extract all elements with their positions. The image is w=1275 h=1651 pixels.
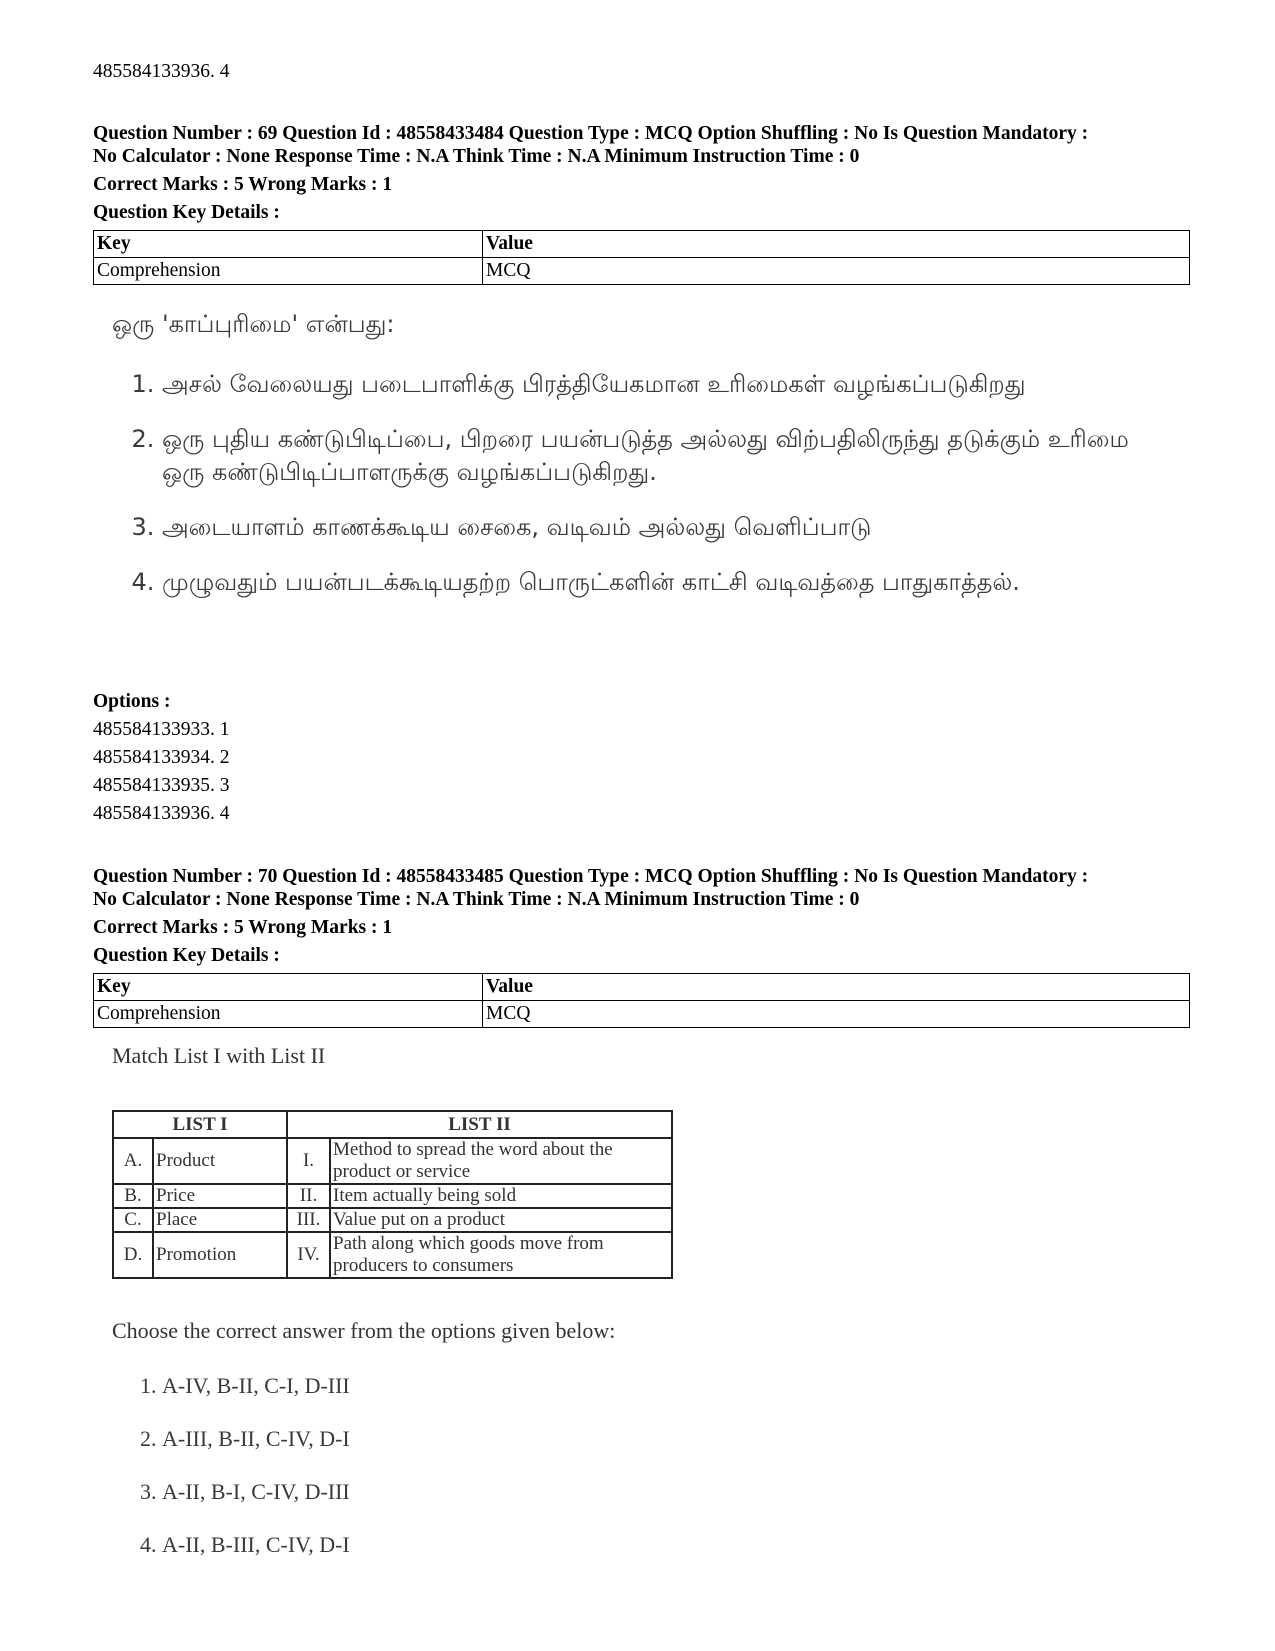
q70-marks: Correct Marks : 5 Wrong Marks : 1	[93, 917, 393, 938]
q69-choice-4: 4. முழுவதும் பயன்படக்கூடியதற்ற பொருட்களின் காட்சி வடிவத்தை பாதுகாத்தல்.	[162, 566, 1162, 599]
table-row	[113, 1184, 672, 1208]
table-row	[113, 1232, 672, 1278]
q70-question-stem: Match List I with List II	[112, 1043, 326, 1068]
q69-key-details-label: Question Key Details :	[93, 202, 280, 223]
list-i-letter: C.	[113, 1208, 153, 1232]
list-ii-numeral: IV.	[287, 1232, 330, 1278]
key-header: Key	[94, 974, 483, 1001]
q70-choice-3: 3. A-II, B-I, C-IV, D-III	[162, 1478, 350, 1506]
q69-meta-line2: No Calculator : None Response Time : N.A Think Time : N.A Minimum Instruction Time : 0	[93, 146, 860, 167]
q69-marks: Correct Marks : 5 Wrong Marks : 1	[93, 174, 393, 195]
list-ii-description: Path along which goods move from producers to consumers	[330, 1232, 672, 1278]
value-header: Value	[483, 974, 1190, 1001]
list-ii-description: Method to spread the word about the product or service	[330, 1138, 672, 1184]
table-header-row	[94, 974, 1190, 1001]
match-list-table	[112, 1110, 673, 1279]
q69-meta-line1: Question Number : 69 Question Id : 48558433484 Question Type : MCQ Option Shuffling : No Is Question Mandatory :	[93, 123, 1089, 144]
q69-choice-list	[112, 368, 1162, 621]
list-i-letter: D.	[113, 1232, 153, 1278]
list-i-letter: B.	[113, 1184, 153, 1208]
table-header-row	[94, 231, 1190, 258]
key-cell: Comprehension	[94, 258, 483, 285]
q70-meta-line2: No Calculator : None Response Time : N.A Think Time : N.A Minimum Instruction Time : 0	[93, 889, 860, 910]
q69-question-stem: ஒரு 'காப்புரிமை' என்பது:	[112, 310, 395, 338]
q69-option-4: 485584133936. 4	[93, 803, 230, 824]
value-cell: MCQ	[483, 1001, 1190, 1028]
value-cell: MCQ	[483, 258, 1190, 285]
q69-option-3: 485584133935. 3	[93, 775, 230, 796]
match-table-header-row	[113, 1111, 672, 1138]
list-i-item: Place	[153, 1208, 287, 1232]
list-i-item: Promotion	[153, 1232, 287, 1278]
list-i-item: Price	[153, 1184, 287, 1208]
q70-meta-line1: Question Number : 70 Question Id : 48558433485 Question Type : MCQ Option Shuffling : No Is Question Mandatory :	[93, 866, 1089, 887]
q70-choice-4: 4. A-II, B-III, C-IV, D-I	[162, 1531, 350, 1559]
q70-choice-list	[112, 1372, 350, 1584]
list-ii-numeral: I.	[287, 1138, 330, 1184]
value-header: Value	[483, 231, 1190, 258]
table-row	[113, 1208, 672, 1232]
list-i-item: Product	[153, 1138, 287, 1184]
previous-option-line: 485584133936. 4	[93, 61, 230, 82]
key-cell: Comprehension	[94, 1001, 483, 1028]
list-ii-description: Item actually being sold	[330, 1184, 672, 1208]
list-ii-numeral: III.	[287, 1208, 330, 1232]
list-i-header: LIST I	[113, 1111, 287, 1138]
q70-choice-2: 2. A-III, B-II, C-IV, D-I	[162, 1425, 350, 1453]
q70-key-details-table	[93, 973, 1190, 1028]
key-header: Key	[94, 231, 483, 258]
list-i-letter: A.	[113, 1138, 153, 1184]
table-row	[94, 258, 1190, 285]
q69-option-1: 485584133933. 1	[93, 719, 230, 740]
q69-options-label: Options :	[93, 691, 171, 712]
q70-key-details-label: Question Key Details :	[93, 945, 280, 966]
q70-choice-1: 1. A-IV, B-II, C-I, D-III	[162, 1372, 350, 1400]
table-row	[94, 1001, 1190, 1028]
list-ii-description: Value put on a product	[330, 1208, 672, 1232]
q69-option-2: 485584133934. 2	[93, 747, 230, 768]
q69-choice-3: 3. அடையாளம் காணக்கூடிய சைகை, வடிவம் அல்லது வெளிப்பாடு	[162, 511, 1162, 544]
q69-choice-1: 1. அசல் வேலையது படைபாளிக்கு பிரத்தியேகமான உரிமைகள் வழங்கப்படுகிறது	[162, 368, 1162, 401]
list-ii-header: LIST II	[287, 1111, 672, 1138]
list-ii-numeral: II.	[287, 1184, 330, 1208]
q70-instruction: Choose the correct answer from the options given below:	[112, 1318, 616, 1343]
q69-choice-2: 2. ஒரு புதிய கண்டுபிடிப்பை, பிறரை பயன்படுத்த அல்லது விற்பதிலிருந்து தடுக்கும் உரிமை ஒரு கண்டுபிடிப்பாளருக்கு வழங்கப்படுகிறது.	[162, 423, 1162, 489]
q69-key-details-table	[93, 230, 1190, 285]
table-row	[113, 1138, 672, 1184]
